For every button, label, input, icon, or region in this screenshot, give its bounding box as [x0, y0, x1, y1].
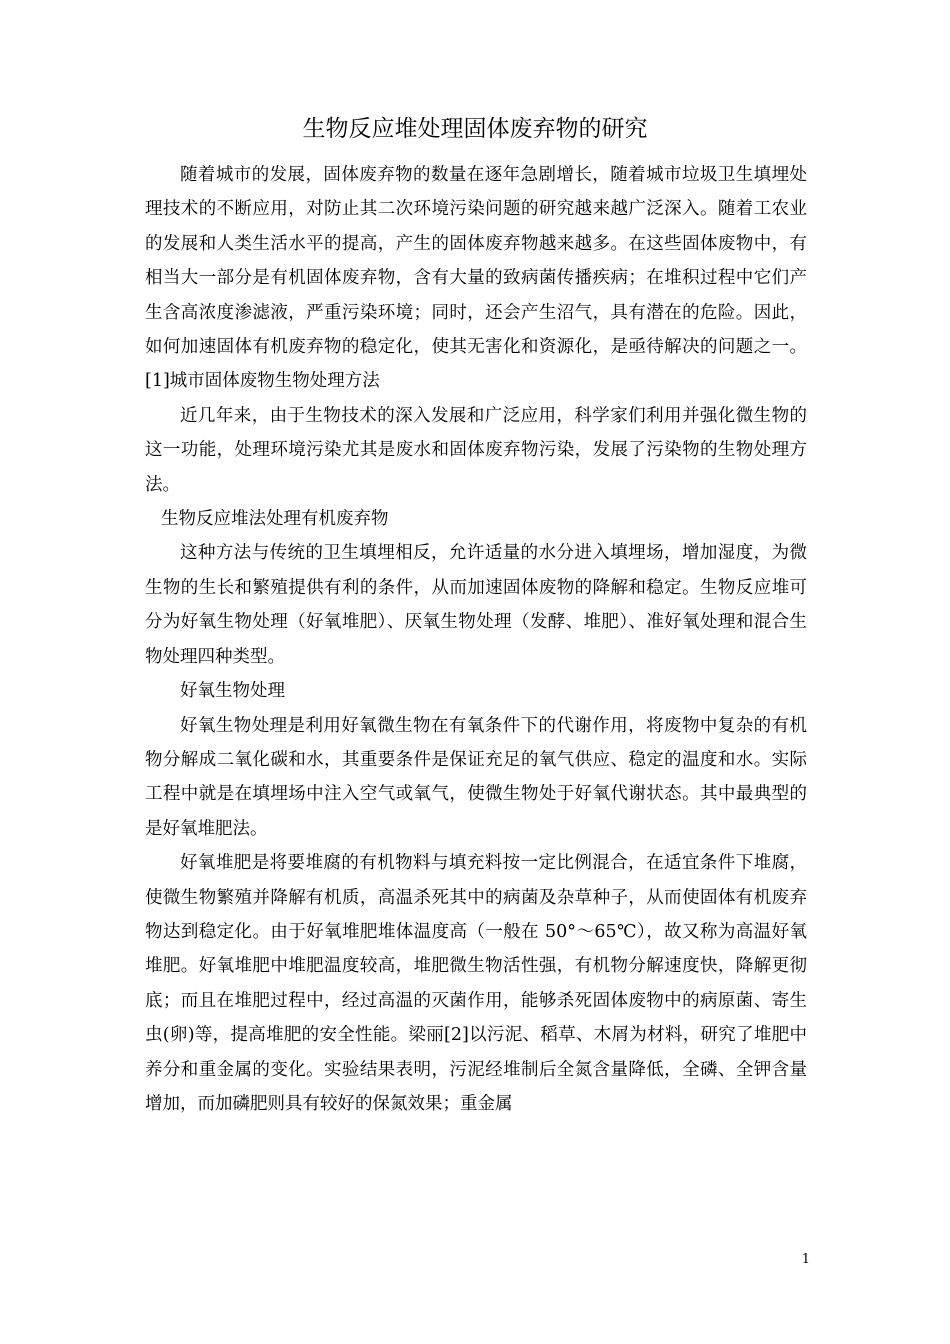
section-heading-aerobic: 好氧生物处理: [180, 681, 285, 702]
paragraph-aerobic: 好氧生物处理是利用好氧微生物在有氧条件下的代谢作用，将废物中复杂的有机物分解成二氧化碳和水，其重要条件是保证充足的氧气供应、稳定的温度和水。实际工程中就是在填埋场中注入空气或氧气，使微生物处于好氧代谢状态。其中最典型的是好氧堆肥法。: [145, 715, 807, 839]
paragraph-biotech: 近几年来，由于生物技术的深入发展和广泛应用，科学家们利用并强化微生物的这一功能，处理环境污染尤其是废水和固体废弃物污染，发展了污染物的生物处理方法。: [145, 405, 807, 495]
paragraph-composting: 好氧堆肥是将要堆腐的有机物料与填充料按一定比例混合，在适宜条件下堆腐，使微生物繁殖并降解有机质，高温杀死其中的病菌及杂草种子，从而使固体有机废弃物达到稳定化。由于好氧堆肥堆体温度高（一般在 50°～65℃），故又称为高温好氧堆肥。好氧堆肥中堆肥温度较高，堆肥微生物活性强，有机物分解速度快，降解更彻底；而且在堆肥过程中，经过高温的灭菌作用，能够杀死固体废物中的病原菌、寄生虫(卵)等，提高堆肥的安全性能。梁丽[2]以污泥、稻草、木屑为材料，研究了堆肥中养分和重金属的变化。实验结果表明，污泥经堆制后全氮含量降低，全磷、全钾含量增加，而加磷肥则具有较好的保氮效果；重金属: [145, 853, 807, 1114]
document-title: 生物反应堆处理固体废弃物的研究: [302, 116, 648, 142]
paragraph-intro: 随着城市的发展，固体废弃物的数量在逐年急剧增长，随着城市垃圾卫生填埋处理技术的不断应用，对防止其二次环境污染问题的研究越来越广泛深入。随着工农业的发展和人类生活水平的提高，产生的固体废弃物越来越多。在这些固体废物中，有相当大一部分是有机固体废弃物，含有大量的致病菌传播疾病；在堆积过程中它们产生含高浓度渗滤液，严重污染环境；同时，还会产生沼气，具有潜在的危险。因此，如何加速固体有机废弃物的稳定化，使其无害化和资源化，是亟待解决的问题之一。[1]城市固体废物生物处理方法: [145, 165, 807, 392]
section-heading-bioreactor: 生物反应堆法处理有机废弃物: [161, 509, 389, 530]
paragraph-bioreactor: 这种方法与传统的卫生填埋相反，允许适量的水分进入填埋场，增加湿度，为微生物的生长和繁殖提供有利的条件，从而加速固体废物的降解和稳定。生物反应堆可分为好氧生物处理（好氧堆肥）、厌氧生物处理（发酵、堆肥）、准好氧处理和混合生物处理四种类型。: [145, 543, 807, 667]
document-body: [145, 158, 807, 1121]
page-number: 1: [801, 1252, 810, 1267]
